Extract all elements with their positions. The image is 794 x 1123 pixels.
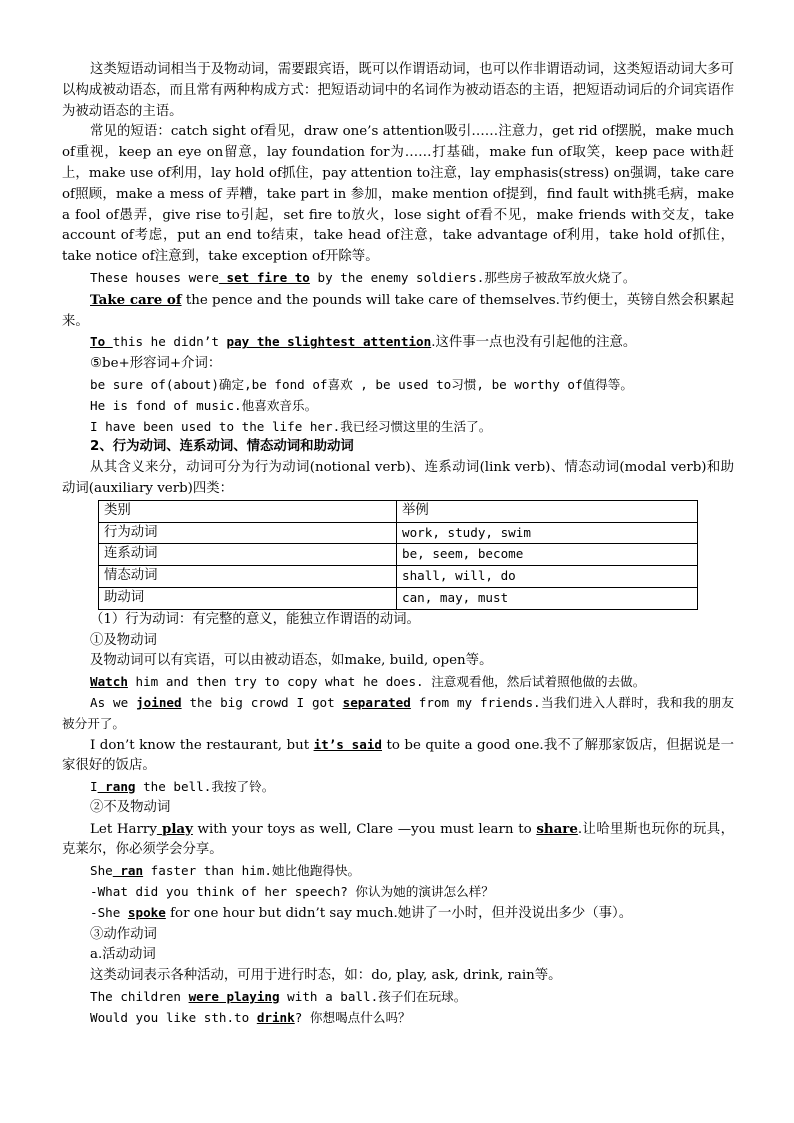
paragraph: be sure of(about)确定,be fond of喜欢 , be used to习惯, be worthy of值得等。	[90, 376, 633, 392]
table-cell: 行为动词	[99, 522, 397, 544]
subheading: （1）行为动词：有完整的意义，能独立作谓语的动词。	[90, 611, 420, 627]
section-heading: 2、行为动词、连系动词、情态动词和助动词	[90, 439, 354, 455]
answer-blank: rang	[97, 779, 136, 795]
table-row	[99, 544, 698, 566]
example-sentence: Let Harry play with your toys as well, Clare —you must learn to share.让哈里斯也玩你的玩具，克莱尔，你必须学会分享。	[62, 820, 734, 858]
answer-blank: separated	[342, 694, 411, 710]
answer-blank: To	[90, 334, 113, 350]
table-header-cell: 举例	[397, 500, 698, 522]
example-sentence: Would you like sth.to drink? 你想喝点什么吗？	[90, 1009, 411, 1025]
example-sentence: I don’t know the restaurant, but it’s said to be quite a good one.我不了解那家饭店，但据说是一家很好的饭店。	[62, 736, 734, 774]
example-sentence: -She spoke for one hour but didn’t say much.她讲了一小时，但并没说出多少（事）。	[90, 904, 633, 921]
document-page	[62, 60, 734, 1029]
paragraph: 这类动词表示各种活动，可用于进行时态，如：do, play, ask, drink, rain等。	[90, 968, 562, 984]
subheading: ③动作动词	[90, 926, 157, 942]
example-sentence: Take care of the pence and the pounds will take care of themselves.节约便士，英镑自然会积累起来。	[62, 291, 734, 329]
subheading: ①及物动词	[90, 632, 157, 648]
example-sentence: As we joined the big crowd I got separated from my friends.当我们进入人群时，我和我的朋友被分开了。	[62, 694, 734, 731]
answer-blank: Watch	[90, 674, 128, 690]
paragraph-intro: 这类短语动词相当于及物动词，需要跟宾语，既可以作谓语动词，也可以作非谓语动词，这类短语动词大多可以构成被动语态，而且常有两种构成方式：把短语动词中的名词作为被动语态的主语，把短语动词后的介词宾语作为被动语态的主语。	[62, 62, 734, 119]
answer-blank: spoke	[127, 904, 166, 920]
table-header-row	[99, 500, 698, 522]
answer-blank: play	[156, 820, 193, 837]
table-cell: can, may, must	[397, 587, 698, 609]
answer-blank: share	[536, 820, 578, 837]
answer-blank: it’s said	[313, 736, 383, 752]
table-row	[99, 522, 698, 544]
subheading: a.活动动词	[90, 947, 156, 963]
paragraph-phrase-list: 常见的短语：catch sight of看见，draw one’s attention吸引……注意力，get rid of摆脱，make much of重视，keep an eye on留意，lay foundation for为……打基础，make fun of取笑，keep pace with赶上，make use of利用，lay hold of抓住，pay attention to注意，lay emphasis(stress) on强调，take care of照顾，make a mess of 弄糟，take part in 参加，make mention of提到，find fault with挑毛病，make a fool of愚弄，give rise to引起，set fire to放火，lose sight of看不见，make friends with交友，take account of考虑，put an end to结束，take head of注意，take advantage of利用，take hold of抓住，take notice of注意到，take exception of开除等。	[62, 124, 734, 265]
subheading: ②不及物动词	[90, 799, 171, 815]
subheading: ⑤be+形容词+介词：	[90, 356, 222, 372]
example-sentence: These houses were set fire to by the enemy soldiers.那些房子被敌军放火烧了。	[90, 269, 636, 285]
table-cell: work, study, swim	[397, 522, 698, 544]
paragraph: 及物动词可以有宾语，可以由被动语态，如make, build, open等。	[90, 653, 493, 669]
answer-blank: Take care of	[90, 291, 182, 308]
answer-blank: drink	[256, 1009, 295, 1025]
table-header-cell: 类别	[99, 500, 397, 522]
table-row	[99, 587, 698, 609]
paragraph: 从其含义来分，动词可分为行为动词(notional verb)、连系动词(link verb)、情态动词(modal verb)和助动词(auxiliary verb)四类：	[62, 460, 734, 496]
table-cell: 情态动词	[99, 566, 397, 588]
answer-blank: set fire to	[218, 269, 310, 285]
example-sentence: I have been used to the life her.我已经习惯这里的生活了。	[90, 418, 492, 434]
example-sentence: -What did you think of her speech? 你认为她的演讲怎么样？	[90, 884, 494, 900]
table-cell: 连系动词	[99, 544, 397, 566]
answer-blank: pay the slightest attention	[226, 334, 432, 350]
answer-blank: joined	[136, 694, 182, 710]
answer-blank: ran	[112, 863, 144, 879]
example-sentence: I rang the bell.我按了铃。	[90, 779, 275, 795]
answer-blank: were playing	[188, 989, 280, 1005]
table-cell: 助动词	[99, 587, 397, 609]
table-row	[99, 566, 698, 588]
table-cell: be, seem, become	[397, 544, 698, 566]
example-sentence: She ran faster than him.她比他跑得快。	[90, 863, 361, 879]
example-sentence: The children were playing with a ball.孩子们在玩球。	[90, 989, 467, 1005]
example-sentence: To this he didn’t pay the slightest attention.这件事一点也没有引起他的注意。	[90, 334, 637, 351]
example-sentence: Watch him and then try to copy what he does. 注意观看他，然后试着照他做的去做。	[90, 674, 646, 690]
verb-type-table	[98, 500, 698, 610]
table-cell: shall, will, do	[397, 566, 698, 588]
example-sentence: He is fond of music.他喜欢音乐。	[90, 397, 318, 413]
